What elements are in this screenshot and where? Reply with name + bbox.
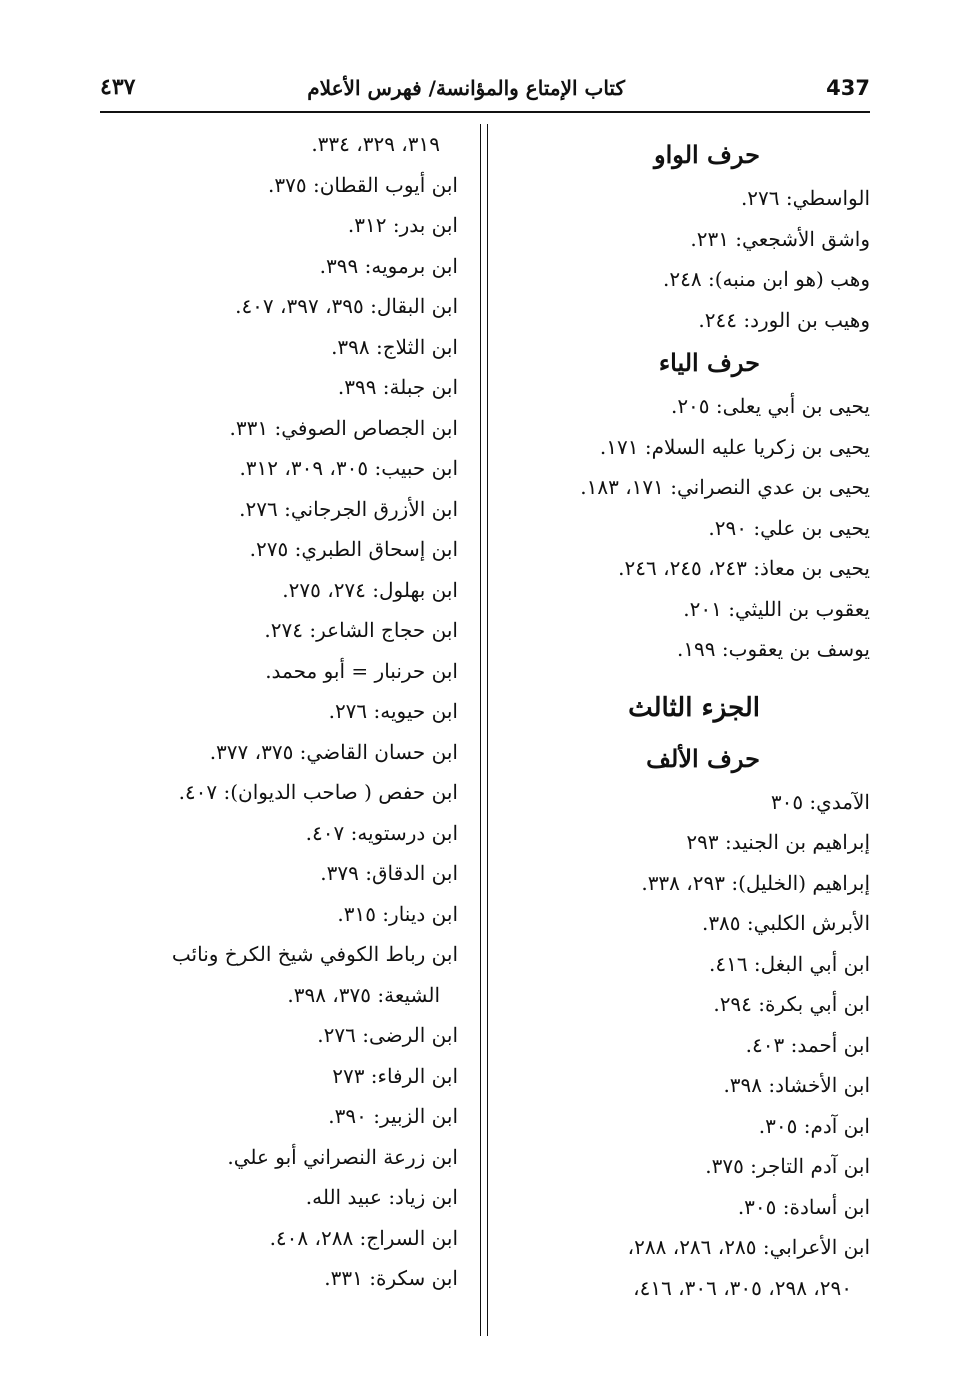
index-entry: ابن أحمد: ٤٠٣. xyxy=(745,1032,870,1057)
index-entry: ابن حجاج الشاعر: ٢٧٤. xyxy=(264,618,458,642)
index-entry-continuation: ٢٩٠، ٢٩٨، ٣٠٥، ٣٠٦، ٤١٦، xyxy=(633,1275,852,1300)
index-entry: ابن حفص ( صاحب الديوان): ٤٠٧. xyxy=(178,780,458,804)
index-entry: ابن آدم التاجر: ٣٧٥. xyxy=(705,1154,870,1178)
index-entry: يوسف بن يعقوب: ١٩٩. xyxy=(676,637,870,661)
index-entry: ابن درستويه: ٤٠٧. xyxy=(305,820,458,845)
section-heading-ya: حرف الياء xyxy=(658,348,760,377)
index-entry: ابن إسحاق الطبري: ٢٧٥. xyxy=(249,537,458,561)
index-entry: ابن دينار: ٣١٥. xyxy=(337,901,458,926)
index-entry: ابن البقال: ٣٩٥، ٣٩٧، ٤٠٧. xyxy=(235,294,458,318)
index-entry: ابن آدم: ٣٠٥. xyxy=(758,1113,870,1138)
index-entry: إبراهيم بن الجنيد: ٢٩٣ xyxy=(686,830,870,854)
index-entry-continuation: ٣١٩، ٣٢٩، ٣٣٤. xyxy=(311,132,440,156)
index-entry: ابن جبلة: ٣٩٩. xyxy=(337,375,458,399)
index-entry: ابن حسان القاضي: ٣٧٥، ٣٧٧. xyxy=(209,739,458,764)
index-entry: ابن حرنبار = أبو محمد. xyxy=(265,658,458,683)
index-entry: ابن السراج: ٢٨٨، ٤٠٨. xyxy=(269,1225,458,1250)
index-entry: الواسطي: ٢٧٦. xyxy=(740,186,870,210)
index-entry: يحيى بن عدي النصراني: ١٧١، ١٨٣. xyxy=(580,475,870,499)
column-divider-left xyxy=(480,124,481,1336)
section-heading-waw: حرف الواو xyxy=(654,140,760,169)
index-entry: ابن حبيب: ٣٠٥، ٣٠٩، ٣١٢. xyxy=(239,456,458,480)
index-entry: ابن زرعة النصراني أبو علي. xyxy=(227,1144,458,1169)
index-entry-continuation: الشيعة: ٣٧٥، ٣٩٨. xyxy=(287,982,440,1007)
index-entry: ابن أبي البغل: ٤١٦. xyxy=(708,951,870,976)
page-number-latin: 437 xyxy=(826,76,870,100)
index-entry: يعقوب بن الليثي: ٢٠١. xyxy=(683,596,870,621)
index-entry: يحيى بن معاذ: ٢٤٣، ٢٤٥، ٢٤٦. xyxy=(618,556,870,580)
index-entry: ابن الدقاق: ٣٧٩. xyxy=(320,861,458,885)
index-entry: الآمدي: ٣٠٥ xyxy=(770,789,870,814)
running-title: كتاب الإمتاع والمؤانسة/ فهرس الأعلام xyxy=(307,76,625,100)
index-entry: ابن سكرة: ٣٣١. xyxy=(324,1266,458,1290)
index-entry: ابن الأزرق الجرجاني: ٢٧٦. xyxy=(239,496,458,521)
index-entry: ابن الرفاء: ٢٧٣ xyxy=(332,1063,458,1088)
index-entry: ابن الأعرابي: ٢٨٥، ٢٨٦، ٢٨٨، xyxy=(627,1235,870,1259)
index-entry: وهيب بن الورد: ٢٤٤. xyxy=(698,307,870,332)
index-entry: ابن حيويه: ٢٧٦. xyxy=(328,699,458,723)
index-entry: ابن رباط الكوفي شيخ الكرخ ونائب xyxy=(171,942,458,966)
page-number-arabic: ٤٣٧ xyxy=(100,74,136,100)
left-column xyxy=(98,124,458,1299)
index-entry: ابن بهلول: ٢٧٤، ٢٧٥. xyxy=(282,577,458,602)
index-entry: ابن أيوب القطان: ٣٧٥. xyxy=(268,172,458,197)
index-entry: ابن الجصاص الصوفي: ٣٣١. xyxy=(229,415,458,440)
index-entry: وهب (هو ابن منبه): ٢٤٨. xyxy=(663,267,870,291)
index-entry: يحيى بن علي: ٢٩٠. xyxy=(708,515,870,540)
index-entry: ابن الأخشاد: ٣٩٨. xyxy=(723,1073,870,1097)
index-entry: ابن برمويه: ٣٩٩. xyxy=(319,253,458,278)
index-entry: يحيى بن أبي يعلى: ٢٠٥. xyxy=(670,394,870,418)
index-entry: الأبرش الكلبي: ٣٨٥. xyxy=(701,911,870,935)
column-divider-right xyxy=(487,124,488,1336)
part-heading: الجزء الثالث xyxy=(628,692,760,723)
header-rule xyxy=(100,111,870,113)
index-entry: ابن زياد: عبيد الله. xyxy=(305,1185,458,1209)
right-column xyxy=(505,132,870,1308)
index-entry: ابن أبي بكرة: ٢٩٤. xyxy=(713,992,870,1016)
index-entry: ابن الثلاج: ٣٩٨. xyxy=(331,334,458,359)
index-entry: يحيى بن زكريا عليه السلام: ١٧١. xyxy=(599,434,870,459)
index-entry: واشق الأشجعي: ٢٣١. xyxy=(690,226,870,251)
index-entry: ابن الرضى: ٢٧٦. xyxy=(317,1023,458,1047)
index-entry: ابن بدر: ٣١٢. xyxy=(347,213,458,237)
index-entry: ابن أسادة: ٣٠٥. xyxy=(737,1194,870,1219)
running-header xyxy=(100,68,870,112)
index-entry: ابن الزبير: ٣٩٠. xyxy=(328,1104,458,1128)
index-entry: إبراهيم (الخليل): ٢٩٣، ٣٣٨. xyxy=(641,870,870,895)
section-heading-alif: حرف الألف xyxy=(646,743,760,773)
